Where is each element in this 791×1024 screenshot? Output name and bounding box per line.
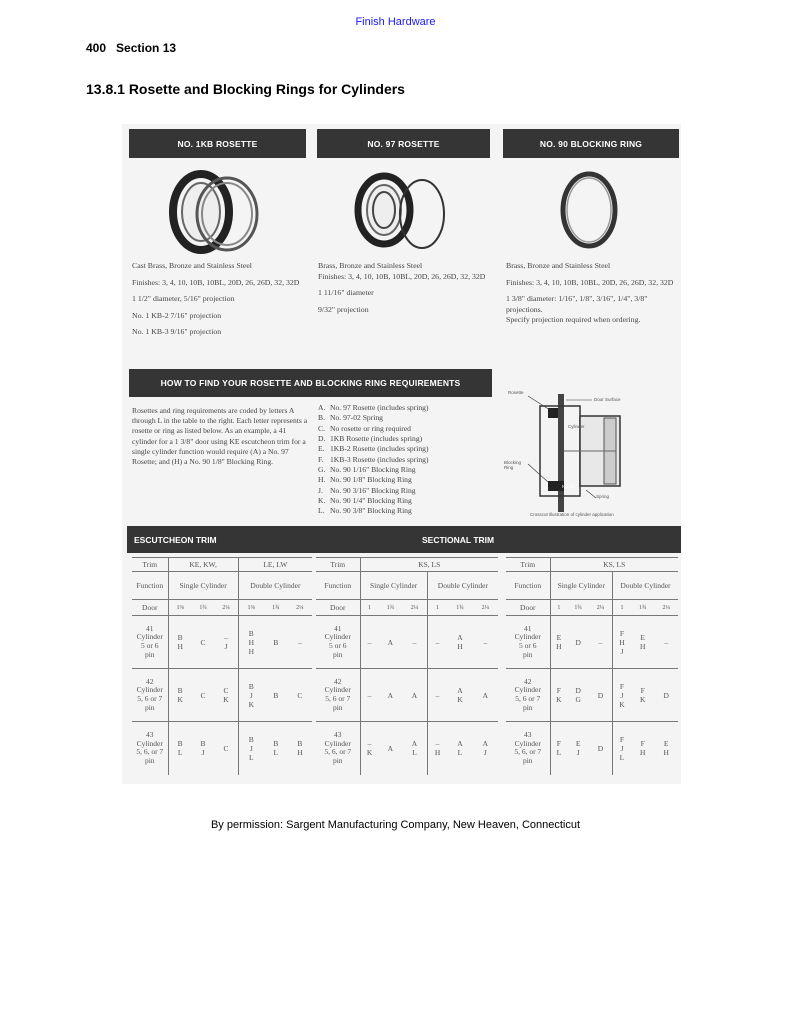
code-letter: F: [556, 739, 561, 749]
cylinder-number: 42: [524, 676, 532, 686]
code-letter: G: [575, 695, 581, 704]
cylinder-function: [316, 616, 360, 669]
code-letter: F: [556, 686, 561, 695]
code-letter: E: [556, 633, 562, 642]
code-letter: D: [597, 690, 604, 700]
requirement-cell: [447, 722, 472, 775]
cylinder-number: 42: [334, 676, 342, 686]
requirement-cell: [288, 616, 312, 669]
code-letter: B: [297, 739, 303, 749]
requirement-cell: [631, 669, 654, 722]
trim-label: Trim: [316, 558, 360, 572]
double-cylinder-header: Double Cylinder: [238, 572, 312, 600]
code-letter: –: [367, 637, 372, 647]
code-letter: B: [177, 739, 183, 749]
code-item: C. No rosette or ring required: [318, 423, 411, 433]
page-header: [86, 41, 186, 55]
cylinder-pins: 5 or 6: [141, 641, 159, 650]
cylinder-word: Cylinder: [514, 738, 541, 748]
requirement-cell: [214, 722, 238, 775]
rosette-1kb-illustration: [167, 164, 267, 254]
escutcheon-trim-table: [132, 557, 312, 775]
door-thickness: 1¾: [631, 600, 654, 616]
cylinder-number: 43: [334, 730, 342, 739]
requirement-cell: [631, 722, 654, 775]
cylinder-function: [132, 616, 168, 669]
desc-line: No. 1 KB-3 9/16" projection: [132, 327, 222, 337]
cylinder-unit: pin: [144, 702, 155, 712]
code-letter: H: [457, 642, 463, 651]
requirement-cell: [288, 669, 312, 722]
code-letter: A: [411, 739, 418, 749]
code-letter: J: [620, 743, 624, 753]
requirement-cell: [567, 722, 589, 775]
code-letter: A: [387, 637, 394, 647]
code-letter: E: [640, 633, 645, 642]
code-letter: A: [482, 739, 489, 749]
code-letter: –: [435, 690, 440, 700]
diagram-label-door-surface: Door Surface: [594, 397, 621, 402]
code-letter: E: [575, 739, 581, 749]
code-letter: K: [177, 695, 183, 704]
code-letter: D: [575, 637, 581, 647]
desc-line: Cast Brass, Bronze and Stainless Steel: [132, 261, 252, 270]
cylinder-pins: 5 or 6: [519, 641, 537, 650]
door-label: Door: [506, 600, 550, 616]
diagram-label-blocking-ring: Blocking Ring: [504, 460, 522, 470]
code-letter: D: [597, 743, 604, 753]
cylinder-function: [132, 722, 168, 775]
code-letter: A: [387, 743, 394, 753]
sectional-trim-table-1: [316, 557, 498, 775]
requirement-cell: [360, 669, 379, 722]
code-letter: J: [249, 743, 253, 753]
cylinder-function: [316, 722, 360, 775]
door-label: Door: [132, 600, 168, 616]
section-label: Section 13: [116, 41, 177, 55]
cylinder-unit: pin: [522, 702, 533, 712]
requirement-cell: [427, 669, 447, 722]
code-item: D. 1KB Rosette (includes spring): [318, 433, 423, 443]
door-thickness: 2¼: [589, 600, 612, 616]
code-letter: J: [620, 646, 624, 656]
requirement-cell: [447, 669, 472, 722]
section-heading: 13.8.1 Rosette and Blocking Rings for Cylinders: [86, 81, 405, 97]
cylinder-word: Cylinder: [136, 632, 163, 642]
code-letter: F: [640, 739, 645, 749]
cylinder-unit: pin: [522, 755, 533, 765]
code-letter: L: [177, 748, 183, 758]
code-letter: H: [556, 642, 562, 651]
sectional-trim-table-2: [506, 557, 678, 775]
door-thickness: 1¾: [447, 600, 472, 616]
code-letter: H: [639, 642, 646, 651]
door-thickness: 2¼: [288, 600, 312, 616]
rosette-97-illustration: [352, 164, 452, 254]
double-cylinder-header: Double Cylinder: [612, 572, 678, 600]
desc-line: Specify projection required when ordering.: [506, 315, 641, 325]
code-letter: H: [619, 637, 625, 647]
product-desc-97: [318, 261, 490, 321]
cylinder-function: [316, 669, 360, 722]
product-desc-90: [506, 261, 678, 332]
cylinder-unit: pin: [332, 649, 343, 659]
single-cylinder-header: Single Cylinder: [360, 572, 427, 600]
cylinder-pins: 5, 6 or 7: [137, 694, 163, 703]
product-title-1kb: NO. 1KB ROSETTE: [129, 129, 306, 158]
requirement-cell: [589, 616, 612, 669]
code-letter: F: [640, 686, 645, 695]
code-letter: K: [366, 748, 373, 758]
cylinder-function: [506, 722, 550, 775]
code-letter: A: [457, 739, 463, 749]
code-letter: C: [223, 686, 229, 695]
door-thickness: 2¼: [214, 600, 238, 616]
how-to-text: Rosettes and ring requirements are coded by letters A through L in the table to the right. Each letter represents a rosette or ring as listed below. As an example, a 41 cylinder for a 1 3/8" door using KE escutcheon trim for a single cylinder function would require (A) a No. 97 Rosette; and (H) a No. 90 1/8" Blocking Ring.: [132, 406, 308, 466]
code-letter: A: [482, 690, 489, 700]
code-letter: B: [273, 690, 279, 700]
code-letter: J: [576, 748, 580, 758]
requirement-cell: [402, 722, 427, 775]
code-letter: E: [663, 739, 669, 749]
code-letter: L: [619, 752, 625, 762]
code-letter: L: [273, 748, 279, 758]
cylinder-function: [132, 669, 168, 722]
trim-col-le-lw: LE, LW: [238, 558, 312, 572]
code-letter: J: [483, 748, 487, 758]
code-letter: B: [177, 633, 183, 642]
code-letter: H: [248, 637, 254, 647]
code-item: L. No. 90 3/8" Blocking Ring: [318, 506, 412, 516]
requirement-cell: [567, 669, 589, 722]
desc-line: 1 3/8" diameter: 1/16", 1/8", 3/16", 1/4", 3/8" projections.: [506, 294, 648, 314]
cylinder-word: Cylinder: [324, 632, 351, 642]
cylinder-number: 43: [524, 730, 532, 739]
code-letter: –: [483, 637, 488, 647]
requirement-cell: [360, 616, 379, 669]
requirement-cell: [192, 722, 214, 775]
code-item: A. No. 97 Rosette (includes spring): [318, 403, 429, 412]
cylinder-word: Cylinder: [136, 738, 163, 748]
door-thickness: 2¼: [402, 600, 427, 616]
code-letter: J: [224, 642, 228, 651]
function-label: Function: [316, 572, 360, 600]
cylinder-pins: 5 or 6: [329, 641, 347, 650]
requirement-cell: [214, 669, 238, 722]
requirement-cell: [654, 669, 678, 722]
requirement-cell: [214, 616, 238, 669]
cylinder-function: [506, 669, 550, 722]
cylinder-pins: 5, 6 or 7: [515, 694, 541, 703]
requirement-cell: [264, 669, 288, 722]
sectional-trim-title: SECTIONAL TRIM: [422, 534, 495, 545]
door-thickness: 1¾: [567, 600, 589, 616]
code-letter: H: [248, 646, 254, 656]
cylinder-number: 42: [146, 676, 154, 686]
desc-line: Brass, Bronze and Stainless Steel: [318, 261, 423, 270]
requirement-cell: [427, 616, 447, 669]
blocking-ring-illustration: [547, 164, 637, 254]
code-letter: D: [575, 686, 581, 695]
requirement-cell: [402, 616, 427, 669]
cylinder-unit: pin: [144, 755, 155, 765]
requirement-cell: [288, 722, 312, 775]
diagram-label-no97: No. 97: [562, 484, 576, 489]
cylinder-unit: pin: [144, 649, 155, 659]
door-thickness: 1¾: [379, 600, 403, 616]
requirement-cell: [379, 616, 403, 669]
requirement-cell: [654, 722, 678, 775]
cylinder-unit: pin: [522, 649, 533, 659]
requirement-cell: [379, 722, 403, 775]
desc-line: Finishes: 3, 4, 10, 10B, 10BL, 20D, 26, 26D, 32, 32D: [506, 277, 674, 287]
single-cylinder-header: Single Cylinder: [550, 572, 612, 600]
code-letter: B: [200, 739, 206, 749]
trim-col-ke-kw: KE, KW,: [168, 558, 238, 572]
desc-line: Finishes: 3, 4, 10, 10B, 10BL, 20D, 26, 26D, 32, 32D: [318, 271, 486, 281]
code-item: J. No. 90 3/16" Blocking Ring: [318, 485, 416, 495]
code-letter: L: [412, 748, 417, 758]
requirement-cell: [550, 722, 567, 775]
requirement-cell: [238, 722, 264, 775]
door-thickness: 1⅜: [168, 600, 192, 616]
code-letter: –: [412, 637, 417, 647]
code-letter: B: [273, 739, 279, 749]
code-letter: C: [297, 690, 303, 700]
requirement-cell: [427, 722, 447, 775]
permission-footer: By permission: Sargent Manufacturing Company, New Heaven, Connecticut: [210, 819, 581, 831]
how-to-title: HOW TO FIND YOUR ROSETTE AND BLOCKING RING REQUIREMENTS: [129, 369, 492, 397]
diagram-label-cylinder: Cylinder: [568, 424, 585, 429]
code-letter: K: [639, 695, 646, 704]
cylinder-pins: 5, 6, or 7: [324, 747, 352, 757]
cylinder-unit: pin: [332, 702, 343, 712]
cylinder-word: Cylinder: [136, 685, 163, 695]
cylinder-pins: 5, 6, or 7: [514, 747, 542, 757]
cylinder-unit: pin: [332, 755, 343, 765]
code-letter: F: [619, 734, 625, 744]
code-letter: F: [619, 681, 625, 691]
code-letter: L: [457, 748, 463, 758]
requirement-cell: [402, 669, 427, 722]
door-label: Door: [316, 600, 360, 616]
code-letter: A: [387, 690, 394, 700]
code-letter: H: [434, 748, 441, 758]
door-thickness: 1¾: [264, 600, 288, 616]
requirement-cell: [264, 722, 288, 775]
function-label: Function: [132, 572, 168, 600]
requirement-cell: [612, 616, 631, 669]
code-letter: C: [223, 743, 229, 753]
code-letter: –: [367, 690, 372, 700]
code-letter: –: [224, 633, 228, 642]
code-letter: K: [223, 695, 229, 704]
code-letter: J: [201, 748, 205, 758]
requirement-cell: [612, 669, 631, 722]
code-letter: K: [248, 699, 254, 709]
requirement-cell: [550, 669, 567, 722]
code-letter: B: [177, 686, 183, 695]
code-letter: F: [619, 628, 625, 638]
code-letter: H: [663, 748, 669, 758]
requirement-cell: [612, 722, 631, 775]
requirement-cell: [550, 616, 567, 669]
single-cylinder-header: Single Cylinder: [168, 572, 238, 600]
requirement-cell: [264, 616, 288, 669]
door-thickness: 1: [427, 600, 447, 616]
desc-line: No. 1 KB-2 7/16" projection: [132, 310, 222, 320]
requirement-cell: [379, 669, 403, 722]
code-item: G. No. 90 1/16" Blocking Ring: [318, 464, 416, 474]
requirement-cell: [473, 616, 498, 669]
cylinder-number: 41: [146, 623, 154, 633]
code-letter: K: [556, 695, 562, 704]
catalog-scan: [122, 124, 681, 784]
desc-line: 9/32" projection: [318, 304, 369, 314]
requirement-cell: [447, 616, 472, 669]
requirement-cell: [168, 722, 192, 775]
cylinder-crosscut-diagram: [500, 386, 680, 520]
requirement-cell: [168, 616, 192, 669]
code-list: [318, 403, 498, 516]
code-item: B. No. 97-02 Spring: [318, 413, 383, 423]
code-letter: B: [248, 681, 254, 691]
code-letter: C: [200, 690, 206, 700]
desc-line: 1 11/16" diameter: [318, 288, 374, 298]
door-thickness: 2¼: [654, 600, 678, 616]
code-letter: H: [297, 748, 303, 758]
cylinder-number: 41: [524, 623, 532, 633]
code-letter: A: [457, 686, 463, 695]
code-letter: B: [273, 637, 279, 647]
code-letter: –: [664, 637, 669, 647]
door-thickness: 2¼: [473, 600, 498, 616]
requirement-cell: [238, 669, 264, 722]
door-thickness: 1⅜: [238, 600, 264, 616]
code-letter: H: [177, 642, 183, 651]
cylinder-word: Cylinder: [514, 632, 541, 642]
code-letter: D: [663, 690, 669, 700]
trim-col-ks-ls: KS, LS: [550, 558, 678, 572]
trim-label: Trim: [132, 558, 168, 572]
cylinder-word: Cylinder: [324, 685, 351, 695]
code-letter: B: [248, 734, 254, 744]
diagram-label-spring: Spring: [596, 494, 610, 499]
function-label: Function: [506, 572, 550, 600]
page-number: 400: [86, 41, 107, 55]
code-item: H. No. 90 1/8" Blocking Ring: [318, 475, 412, 485]
cylinder-word: Cylinder: [324, 738, 351, 748]
door-thickness: 1: [550, 600, 567, 616]
code-item: K. No. 90 1/4" Blocking Ring: [318, 495, 412, 505]
requirement-cell: [473, 722, 498, 775]
diagram-label-rosette: Rosette: [508, 390, 524, 395]
product-title-90: NO. 90 BLOCKING RING: [503, 129, 679, 158]
code-letter: A: [457, 633, 463, 642]
cylinder-function: [506, 616, 550, 669]
requirement-cell: [589, 669, 612, 722]
requirement-cell: [654, 616, 678, 669]
code-letter: K: [619, 699, 625, 709]
door-thickness: 1: [612, 600, 631, 616]
code-letter: H: [639, 748, 646, 758]
trim-col-ks-ls: KS, LS: [360, 558, 498, 572]
code-letter: B: [248, 628, 254, 638]
cylinder-word: Cylinder: [514, 685, 541, 695]
requirement-cell: [567, 616, 589, 669]
product-title-97: NO. 97 ROSETTE: [317, 129, 490, 158]
code-letter: –: [598, 637, 603, 647]
double-cylinder-header: Double Cylinder: [427, 572, 498, 600]
code-letter: L: [248, 752, 254, 762]
cylinder-number: 43: [146, 730, 154, 739]
trim-label: Trim: [506, 558, 550, 572]
code-item: E. 1KB-2 Rosette (includes spring): [318, 444, 429, 454]
requirement-cell: [168, 669, 192, 722]
door-thickness: 1¾: [192, 600, 214, 616]
requirement-cell: [360, 722, 379, 775]
requirement-cell: [238, 616, 264, 669]
requirement-cell: [192, 616, 214, 669]
code-letter: –: [367, 739, 372, 749]
requirement-cell: [631, 616, 654, 669]
code-letter: L: [556, 748, 562, 758]
desc-line: 1 1/2" diameter, 5/16" projection: [132, 294, 235, 304]
requirement-cell: [589, 722, 612, 775]
code-letter: –: [435, 739, 440, 749]
cylinder-number: 41: [334, 623, 342, 633]
product-desc-1kb: [132, 261, 304, 344]
cylinder-pins: 5, 6, or 7: [136, 747, 164, 757]
code-letter: K: [457, 695, 463, 704]
door-thickness: 1: [360, 600, 379, 616]
code-letter: A: [411, 690, 418, 700]
code-letter: –: [435, 637, 440, 647]
code-letter: –: [298, 637, 302, 647]
requirement-cell: [473, 669, 498, 722]
code-letter: J: [249, 690, 253, 700]
cylinder-pins: 5, 6 or 7: [325, 694, 351, 703]
requirement-cell: [192, 669, 214, 722]
diagram-caption: Crosscut illustration of cylinder application: [530, 512, 614, 517]
escutcheon-trim-title: ESCUTCHEON TRIM: [134, 534, 217, 545]
desc-line: Brass, Bronze and Stainless Steel: [506, 261, 611, 270]
desc-line: Finishes: 3, 4, 10, 10B, 10BL, 20D, 26, 26D, 32, 32D: [132, 277, 300, 287]
code-item: F. 1KB-3 Rosette (includes spring): [318, 454, 429, 464]
code-letter: C: [200, 637, 206, 647]
code-letter: J: [620, 690, 624, 700]
running-header: Finish Hardware: [355, 16, 436, 28]
